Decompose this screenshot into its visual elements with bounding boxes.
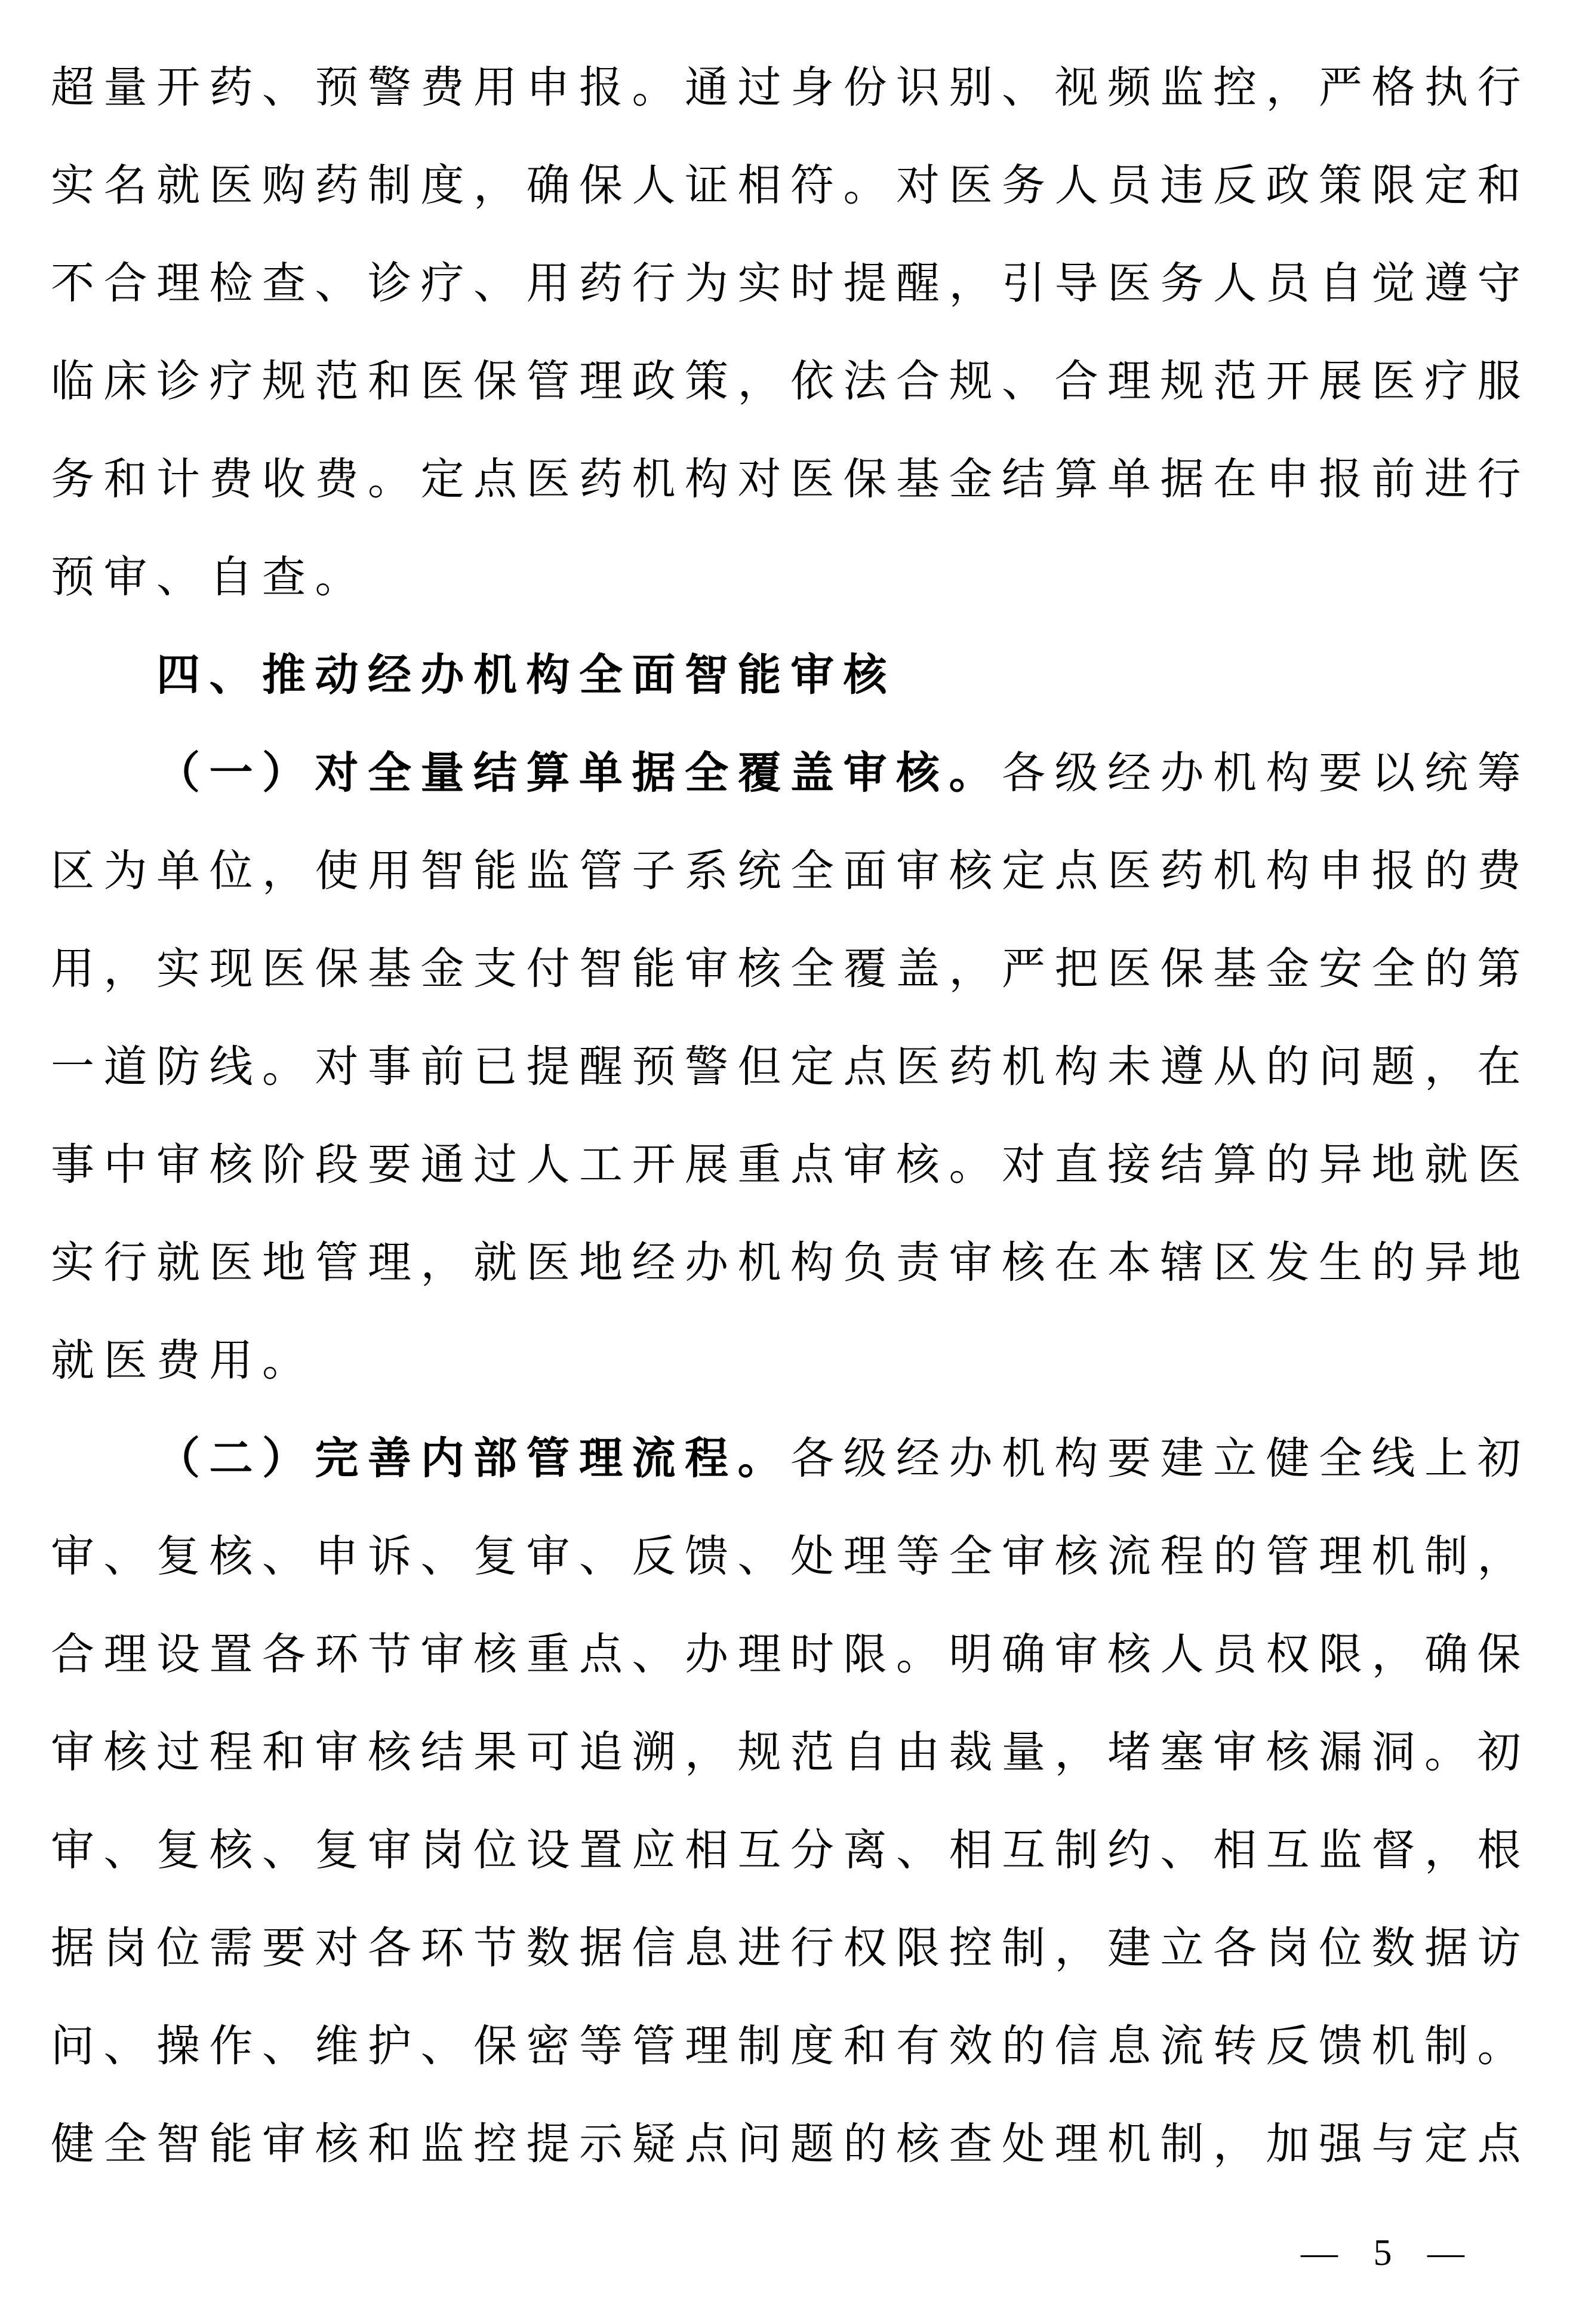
paragraph-line: 不合理检查、诊疗、用药行为实时提醒，引导医务人员自觉遵守	[51, 259, 1530, 308]
paragraph-line: 临床诊疗规范和医保管理政策，依法合规、合理规范开展医疗服	[51, 357, 1530, 405]
paragraph-line: 审、复核、复审岗位设置应相互分离、相互制约、相互监督，根	[51, 1826, 1530, 1874]
paragraph-text: 各级经办机构要建立健全线上初	[790, 1434, 1530, 1483]
paragraph-line: 实名就医购药制度，确保人证相符。对医务人员违反政策限定和	[51, 161, 1530, 210]
paragraph-line: 合理设置各环节审核重点、办理时限。明确审核人员权限，确保	[51, 1630, 1530, 1679]
paragraph-lead: （二）完善内部管理流程。	[156, 1434, 790, 1483]
paragraph-lead: （一）对全量结算单据全覆盖审核。	[156, 749, 1002, 797]
document-body	[51, 39, 1531, 2193]
paragraph-line: 审、复核、申诉、复审、反馈、处理等全审核流程的管理机制，	[51, 1532, 1530, 1581]
paragraph-line: 实行就医地管理，就医地经办机构负责审核在本辖区发生的异地	[51, 1238, 1530, 1287]
paragraph-line	[51, 724, 1531, 822]
paragraph-line: 超量开药、预警费用申报。通过身份识别、视频监控，严格执行	[51, 63, 1530, 112]
paragraph-line: 区为单位，使用智能监管子系统全面审核定点医药机构申报的费	[51, 847, 1530, 895]
paragraph-line: 一道防线。对事前已提醒预警但定点医药机构未遵从的问题，在	[51, 1043, 1530, 1091]
page-number: — 5 —	[1301, 2233, 1478, 2273]
paragraph-text: 各级经办机构要以统筹	[1002, 749, 1530, 797]
paragraph-line: 务和计费收费。定点医药机构对医保基金结算单据在申报前进行	[51, 455, 1530, 503]
paragraph-line: 健全智能审核和监控提示疑点问题的核查处理机制，加强与定点	[51, 2120, 1530, 2168]
paragraph-line: 事中审核阶段要通过人工开展重点审核。对直接结算的异地就医	[51, 1141, 1530, 1189]
paragraph-line: 据岗位需要对各环节数据信息进行权限控制，建立各岗位数据访	[51, 1924, 1530, 1972]
paragraph-line: 预审、自查。	[51, 553, 368, 601]
section-heading: 四、推动经办机构全面智能审核	[156, 651, 896, 699]
paragraph-line	[51, 1410, 1531, 1508]
paragraph-line: 就医费用。	[51, 1336, 315, 1385]
paragraph-line: 问、操作、维护、保密等管理制度和有效的信息流转反馈机制。	[51, 2022, 1530, 2070]
paragraph-line: 审核过程和审核结果可追溯，规范自由裁量，堵塞审核漏洞。初	[51, 1728, 1530, 1776]
paragraph-line: 用，实现医保基金支付智能审核全覆盖，严把医保基金安全的第	[51, 945, 1530, 993]
